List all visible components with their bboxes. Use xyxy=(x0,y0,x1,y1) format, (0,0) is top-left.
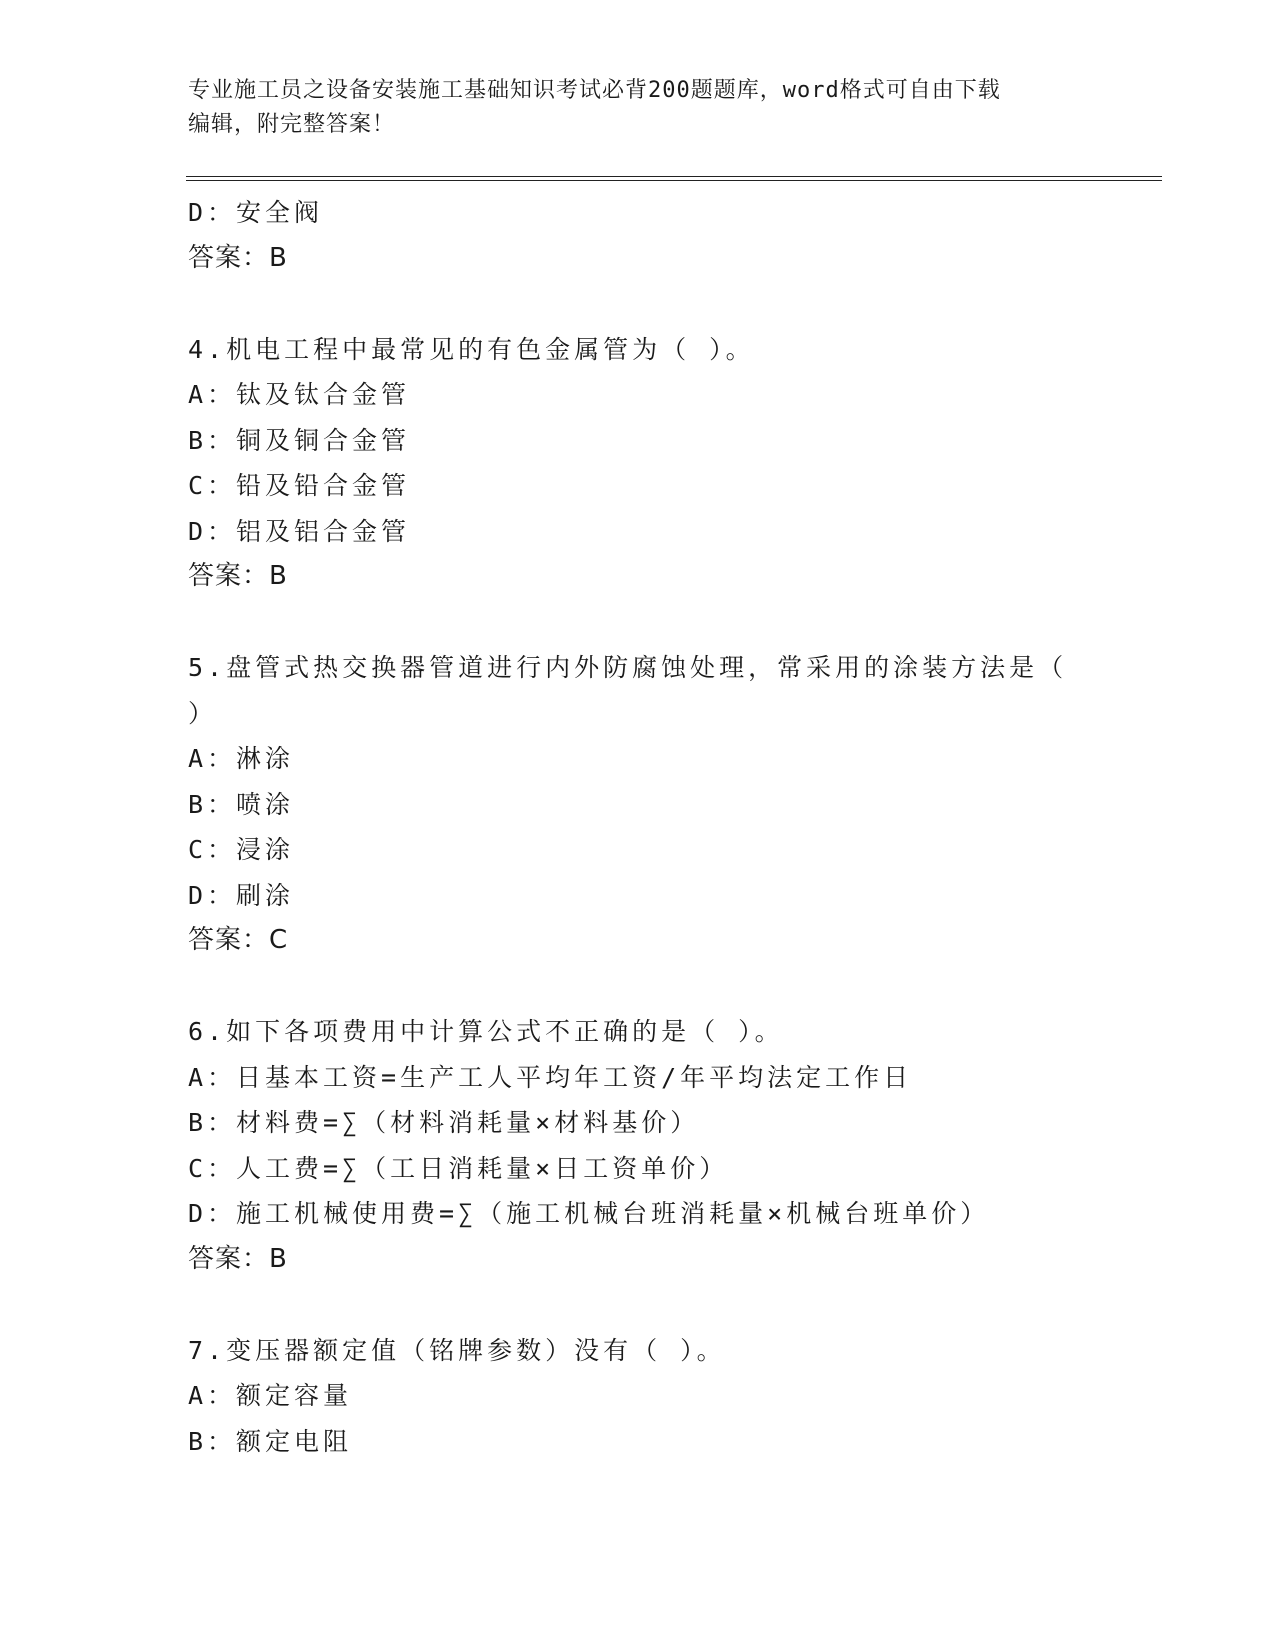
question-option-d: D：刷涂 xyxy=(188,880,295,910)
question-stem-line1: 5.盘管式热交换器管道进行内外防腐蚀处理，常采用的涂装方法是（ xyxy=(188,653,1068,682)
question-stem-line2: ） xyxy=(188,698,218,728)
question-option-c: C：浸涂 xyxy=(188,835,295,864)
question-6 xyxy=(188,1009,1088,1282)
question-answer: 答案：B xyxy=(188,1243,288,1274)
header-divider xyxy=(186,176,1162,181)
header-title-line2: 编辑，附完整答案！ xyxy=(188,112,396,137)
prev-question-answer: 答案：B xyxy=(188,242,288,273)
spacer xyxy=(188,281,1088,327)
spacer xyxy=(188,964,1088,1010)
question-4 xyxy=(188,327,1088,600)
question-option-a: A：钛及钛合金管 xyxy=(188,380,411,409)
prev-question-option-d: D：安全阀 xyxy=(188,198,324,227)
question-option-b: B：材料费=∑（材料消耗量×材料基价） xyxy=(188,1108,700,1137)
question-option-a: A：日基本工资=生产工人平均年工资/年平均法定工作日 xyxy=(188,1062,913,1092)
question-option-b: B：铜及铜合金管 xyxy=(188,425,411,455)
question-option-c: C：人工费=∑（工日消耗量×日工资单价） xyxy=(188,1153,729,1183)
question-7 xyxy=(188,1328,1088,1465)
question-option-c: C：铅及铅合金管 xyxy=(188,471,411,500)
question-list xyxy=(188,190,1088,1464)
question-stem: 4.机电工程中最常见的有色金属管为（ ）。 xyxy=(188,334,755,364)
question-option-b: B：额定电阻 xyxy=(188,1426,353,1456)
question-option-b: B：喷涂 xyxy=(188,789,295,819)
page-header xyxy=(188,74,1088,142)
question-stem: 7.变压器额定值（铭牌参数）没有（ ）。 xyxy=(188,1335,726,1365)
question-option-a: A：额定容量 xyxy=(188,1381,353,1410)
question-option-a: A：淋涂 xyxy=(188,744,295,773)
question-answer: 答案：C xyxy=(188,925,289,955)
spacer xyxy=(188,600,1088,646)
header-title-line1: 专业施工员之设备安装施工基础知识考试必背200题题库，word格式可自由下载 xyxy=(188,78,1001,103)
question-option-d: D：铝及铝合金管 xyxy=(188,516,411,546)
spacer xyxy=(188,1282,1088,1328)
question-stem: 6.如下各项费用中计算公式不正确的是（ ）。 xyxy=(188,1017,784,1046)
question-5 xyxy=(188,645,1088,964)
question-answer: 答案：B xyxy=(188,561,288,591)
question-option-d: D：施工机械使用费=∑（施工机械台班消耗量×机械台班单价） xyxy=(188,1199,990,1228)
